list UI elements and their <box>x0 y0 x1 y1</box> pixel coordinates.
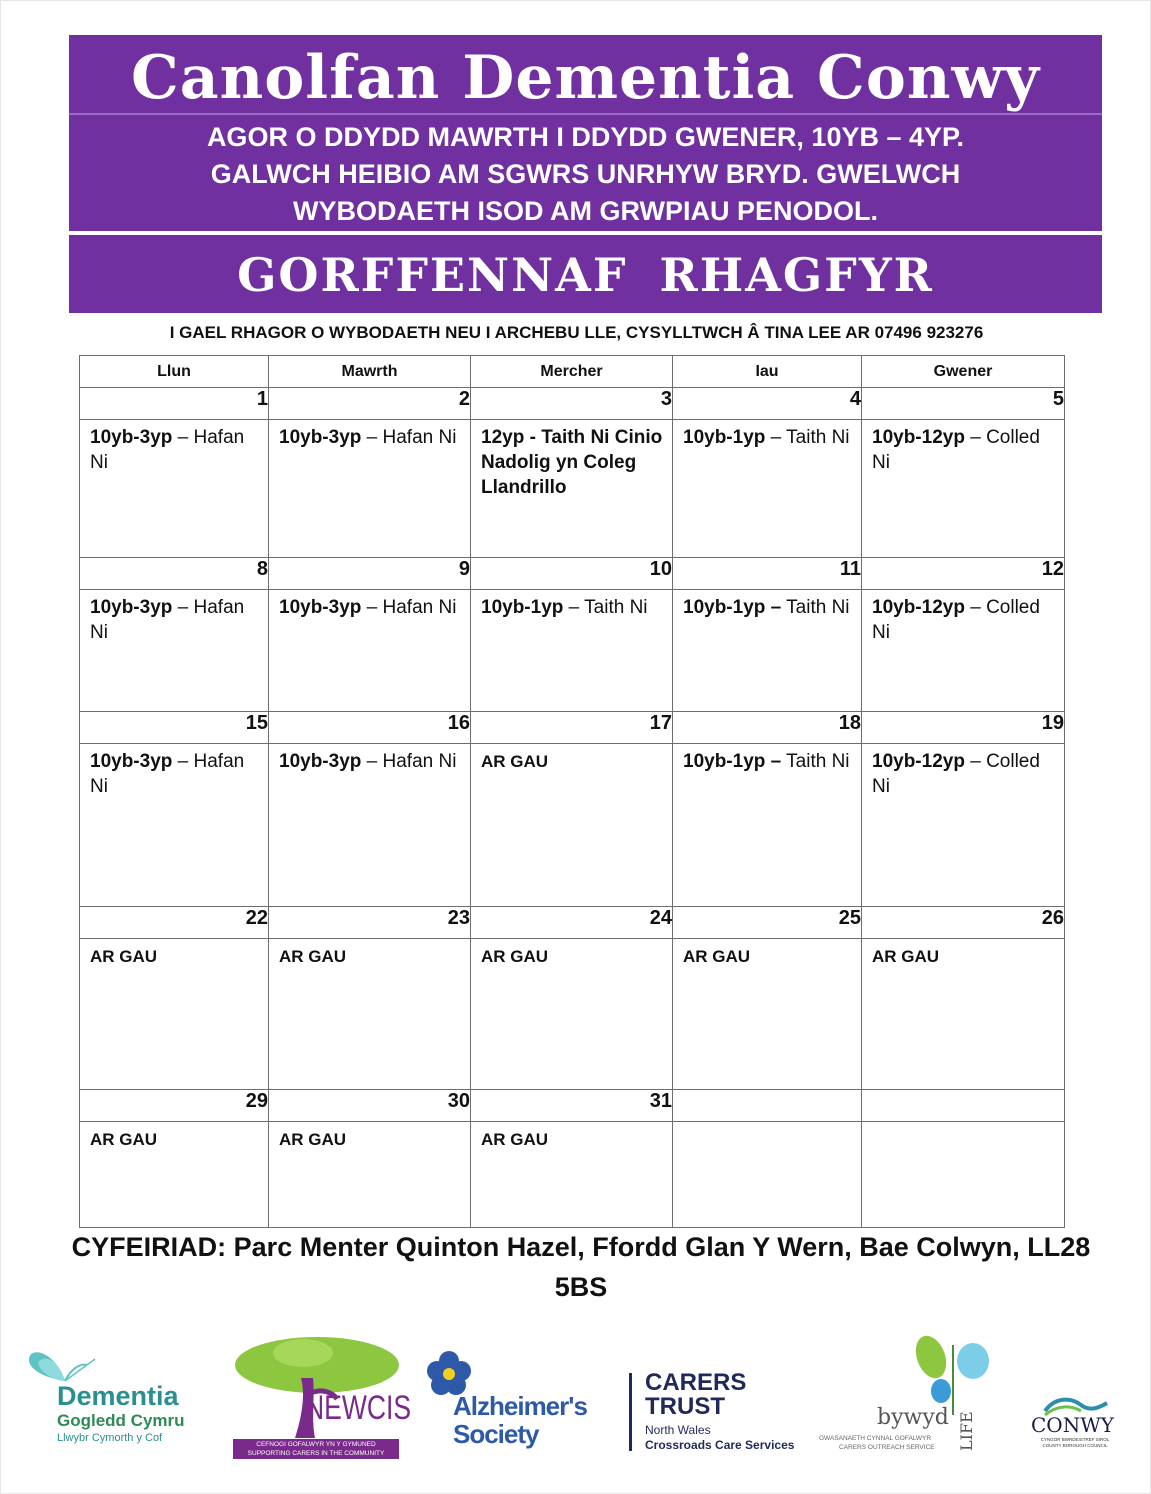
date-number: 2 <box>269 388 471 420</box>
weekday-header-row <box>80 356 1065 388</box>
events-row <box>80 1122 1065 1228</box>
alzheimers-society-logo <box>425 1349 605 1449</box>
date-number: 5 <box>862 388 1065 420</box>
event-text <box>673 590 861 620</box>
date-number: 17 <box>471 712 673 744</box>
date-number: 11 <box>673 558 862 590</box>
date-number: 3 <box>471 388 673 420</box>
events-row <box>80 939 1065 1090</box>
date-number: 23 <box>269 907 471 939</box>
event-name: – Taith Ni <box>563 597 648 618</box>
event-time: AR GAU <box>481 752 549 771</box>
carers-trust-bar <box>629 1373 632 1451</box>
conwy-logo-tag: CYNGOR BWRDEISTREF SIROL COUNTY BOROUGH COUNCIL <box>1040 1437 1110 1448</box>
event-text <box>673 420 861 450</box>
newcis-tagline-bar <box>233 1439 399 1459</box>
carers-logo-line4: Crossroads Care Services <box>645 1438 795 1452</box>
event-time: 10yb-3yp <box>90 597 173 618</box>
day-cell <box>673 1122 862 1228</box>
date-number-row <box>80 907 1065 939</box>
opening-hours-text <box>69 119 1102 230</box>
event-time: 10yb-12yp <box>872 751 965 772</box>
day-cell <box>80 420 269 558</box>
page-title: Canolfan Dementia Conwy <box>131 43 1040 113</box>
event-text <box>862 420 1064 475</box>
month-banner: GORFFENNAF RHAGFYR <box>69 235 1102 313</box>
event-time: AR GAU <box>481 1130 549 1149</box>
day-cell <box>471 590 673 712</box>
date-number: 24 <box>471 907 673 939</box>
weekday-header: Llun <box>80 356 269 388</box>
subtitle-line: AGOR O DDYDD MAWRTH I DDYDD GWENER, 10YB – 4YP. <box>206 122 965 152</box>
event-name: Taith Ni <box>781 597 850 618</box>
day-cell <box>673 590 862 712</box>
event-text <box>80 420 268 475</box>
bywyd-tagline-1: GWASANAETH CYNNAL GOFALWYR <box>819 1435 932 1442</box>
carers-logo-line2: TRUST <box>645 1393 725 1420</box>
weekday-header: Mawrth <box>269 356 471 388</box>
day-cell <box>862 1122 1065 1228</box>
event-time: 10yb-1yp – <box>683 597 782 618</box>
events-row <box>80 744 1065 907</box>
day-cell <box>80 744 269 907</box>
day-cell <box>269 590 471 712</box>
day-cell <box>673 744 862 907</box>
event-text <box>80 590 268 645</box>
events-row <box>80 420 1065 558</box>
day-cell <box>673 420 862 558</box>
event-name: – Colled Ni <box>872 597 1040 643</box>
date-number: 30 <box>269 1090 471 1122</box>
date-number <box>862 1090 1065 1122</box>
day-cell <box>269 1122 471 1228</box>
event-time: 10yb-3yp <box>279 751 362 772</box>
weekday-header: Mercher <box>471 356 673 388</box>
newcis-logo-name: NEWCIS <box>305 1389 412 1427</box>
day-cell <box>471 744 673 907</box>
event-time: 10yb-3yp <box>279 427 362 448</box>
dementia-logo-line2: Gogledd Cymru <box>57 1411 185 1430</box>
closed-label <box>471 744 672 774</box>
closed-label <box>80 1122 268 1152</box>
event-time: 10yb-1yp <box>481 597 564 618</box>
date-number: 29 <box>80 1090 269 1122</box>
event-text <box>862 590 1064 645</box>
event-text <box>673 744 861 774</box>
bywyd-tagline-2: CARERS OUTREACH SERVICE <box>839 1444 935 1451</box>
event-text <box>862 1122 1064 1127</box>
alzheimers-logo-line2: Society <box>453 1419 539 1449</box>
venue-address: CYFEIRIAD: Parc Menter Quinton Hazel, Ffordd Glan Y Wern, Bae Colwyn, LL28 5BS <box>71 1232 1091 1302</box>
conwy-logo-name: CONWY <box>1031 1413 1114 1437</box>
event-name: Taith Ni <box>781 751 850 772</box>
day-cell <box>471 1122 673 1228</box>
day-cell <box>673 939 862 1090</box>
date-number: 26 <box>862 907 1065 939</box>
date-number <box>673 1090 862 1122</box>
dementia-logo-line1: Dementia <box>57 1381 179 1411</box>
event-time: 12yp - Taith Ni Cinio Nadolig yn Coleg Llandrillo <box>481 427 663 498</box>
event-time: AR GAU <box>279 1130 347 1149</box>
event-time: 10yb-1yp – <box>683 751 782 772</box>
event-text <box>269 744 470 774</box>
event-time: 10yb-3yp <box>90 427 173 448</box>
day-cell <box>862 590 1065 712</box>
day-cell <box>862 420 1065 558</box>
leaves-icon <box>903 1335 1003 1415</box>
event-time: AR GAU <box>481 947 549 966</box>
date-number: 16 <box>269 712 471 744</box>
dementia-gogledd-cymru-logo <box>25 1341 215 1451</box>
weekday-header: Iau <box>673 356 862 388</box>
date-number: 4 <box>673 388 862 420</box>
contact-info: I GAEL RHAGOR O WYBODAETH NEU I ARCHEBU LLE, CYSYLLTWCH Â TINA LEE AR 07496 923276 <box>169 323 984 342</box>
closed-label <box>269 939 470 969</box>
date-number: 10 <box>471 558 673 590</box>
day-cell <box>269 744 471 907</box>
date-number: 18 <box>673 712 862 744</box>
date-number: 25 <box>673 907 862 939</box>
day-cell <box>862 939 1065 1090</box>
carers-logo-line1: CARERS <box>645 1369 747 1396</box>
event-time: 10yb-3yp <box>279 597 362 618</box>
banner-divider <box>69 113 1102 115</box>
event-time: 10yb-12yp <box>872 597 965 618</box>
event-time: AR GAU <box>872 947 940 966</box>
event-text <box>471 420 672 500</box>
event-text <box>471 590 672 620</box>
closed-label <box>80 939 268 969</box>
date-number-row <box>80 1090 1065 1122</box>
event-time: 10yb-1yp <box>683 427 766 448</box>
event-name: – Taith Ni <box>765 427 850 448</box>
event-text <box>80 744 268 799</box>
date-number: 1 <box>80 388 269 420</box>
closed-label <box>471 1122 672 1152</box>
day-cell <box>80 939 269 1090</box>
bywyd-life-logo <box>819 1335 999 1455</box>
event-time: AR GAU <box>279 947 347 966</box>
day-cell <box>862 744 1065 907</box>
sponsor-logos <box>1 1331 1151 1471</box>
event-time: 10yb-12yp <box>872 427 965 448</box>
event-name: – Hafan Ni <box>90 427 245 473</box>
forget-me-not-icon <box>425 1349 473 1397</box>
alzheimers-logo-line1: Alzheimer's <box>453 1391 587 1421</box>
newcis-tagline-1: CEFNOGI GOFALWYR YN Y GYMUNED <box>256 1441 376 1448</box>
subtitle-line: GALWCH HEIBIO AM SGWRS UNRHYW BRYD. GWELWCH <box>210 159 961 189</box>
event-name: – Hafan Ni <box>361 751 457 772</box>
event-text <box>862 744 1064 799</box>
day-cell <box>269 939 471 1090</box>
carers-trust-logo <box>629 1369 804 1455</box>
day-cell <box>471 420 673 558</box>
bywyd-logo-side: LIFE <box>957 1411 976 1451</box>
date-number-row <box>80 558 1065 590</box>
day-cell <box>80 590 269 712</box>
event-text <box>269 590 470 620</box>
event-text <box>269 420 470 450</box>
date-number-row <box>80 712 1065 744</box>
date-number-row <box>80 388 1065 420</box>
event-name: – Hafan Ni <box>361 597 457 618</box>
date-number: 9 <box>269 558 471 590</box>
event-time: AR GAU <box>90 1130 158 1149</box>
header-banner <box>69 35 1102 231</box>
dementia-logo-line3: Llwybr Cymorth y Cof <box>57 1432 163 1444</box>
day-cell <box>80 1122 269 1228</box>
date-number: 19 <box>862 712 1065 744</box>
bywyd-logo-name: bywyd <box>877 1405 949 1430</box>
event-name: – Colled Ni <box>872 751 1040 797</box>
date-number: 22 <box>80 907 269 939</box>
closed-label <box>269 1122 470 1152</box>
date-number: 31 <box>471 1090 673 1122</box>
conwy-council-logo <box>1031 1393 1121 1453</box>
event-text <box>673 1122 861 1127</box>
closed-label <box>471 939 672 969</box>
date-number: 8 <box>80 558 269 590</box>
day-cell <box>269 420 471 558</box>
newcis-tagline-2: SUPPORTING CARERS IN THE COMMUNITY <box>247 1450 385 1457</box>
calendar-table <box>79 355 1065 1228</box>
event-time: AR GAU <box>683 947 751 966</box>
weekday-header: Gwener <box>862 356 1065 388</box>
closed-label <box>862 939 1064 969</box>
closed-label <box>673 939 861 969</box>
newcis-logo <box>233 1333 412 1463</box>
event-name: – Colled Ni <box>872 427 1040 473</box>
subtitle-line: WYBODAETH ISOD AM GRWPIAU PENODOL. <box>292 196 878 226</box>
carers-logo-line3: North Wales <box>645 1423 711 1437</box>
event-name: – Hafan Ni <box>90 597 245 643</box>
event-name: – Hafan Ni <box>361 427 457 448</box>
date-number: 12 <box>862 558 1065 590</box>
date-number: 15 <box>80 712 269 744</box>
day-cell <box>471 939 673 1090</box>
events-row <box>80 590 1065 712</box>
event-time: 10yb-3yp <box>90 751 173 772</box>
event-time: AR GAU <box>90 947 158 966</box>
event-name: – Hafan Ni <box>90 751 245 797</box>
